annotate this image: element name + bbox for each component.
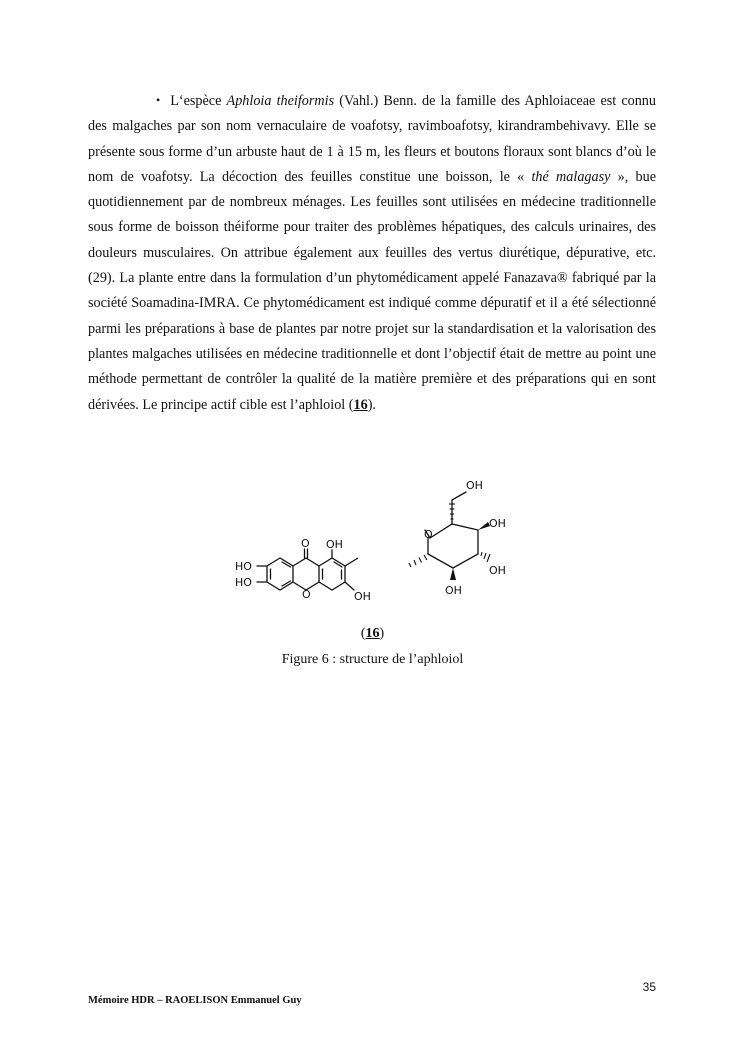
atom-label-carbonyl-o: O: [301, 537, 310, 550]
chemical-structure-drawing: [230, 472, 520, 622]
paragraph-text-part4: ).: [367, 396, 376, 413]
atom-label-sugar-o: O: [424, 528, 433, 541]
sugar-ring: [425, 524, 478, 568]
compound-label-number: 16: [365, 626, 380, 641]
atom-label-oh-c4: OH: [445, 584, 462, 597]
page-number: 35: [642, 980, 656, 994]
paragraph-text-part1: L‘espèce: [170, 93, 227, 109]
atom-label-ring-o: O: [302, 588, 311, 601]
atom-label-oh-ch2: OH: [466, 479, 483, 492]
atom-label-ho-top: HO: [235, 560, 252, 573]
hashed-bond-glycoside: [345, 555, 427, 567]
paragraph-text-part2: (Vahl.) Benn. de la famille des Aphloiaceae est connu des malgaches par son nom vernaculaire de voafotsy, ravimboafotsy, kirandrambehivavy. Elle se présente sous forme d’un arbuste haut de 1 à 15 m, les fleurs et boutons floraux sont blancs d’où le nom de voafotsy. La décoction des feuilles constitue une boisson, le «: [88, 93, 656, 185]
atom-label-oh-c2: OH: [489, 517, 506, 530]
ring-b: [293, 558, 319, 590]
wedge-bond-c4: [450, 568, 456, 580]
atom-label-oh-lower: OH: [354, 590, 371, 603]
compound-label-close: ): [379, 626, 385, 641]
figure-caption: Figure 6 : structure de l’aphloiol: [281, 652, 464, 667]
compound-reference: 16: [353, 396, 368, 413]
hashed-bond-c3: [481, 552, 490, 562]
atom-label-oh-peri: OH: [326, 538, 343, 551]
compound-label: [0, 626, 745, 642]
the-malagasy-term: thé malagasy: [531, 168, 611, 185]
paragraph-text-part3: », bue quotidiennement par de nombreux ménages. Les feuilles sont utilisées en médecine traditionnelle sous forme de boisson théiforme pour traiter des problèmes hépatiques, des calculs urinaires, des douleurs musculaires. On attribue également aux feuilles des vertus diurétique, dépurative, etc. (29). La plante entre dans la formulation d’un phytomédicament appelé Fanazava® fabriqué par la société Soamadina-IMRA. Ce phytomédicament est indiqué comme dépuratif et il a été sélectionné parmi les préparations à base de plantes par notre projet sur la standardisation et la valorisation des plantes malgaches utilisées en médecine traditionnelle et dont l’objectif était de mettre au point une méthode permettant de contrôler la qualité de la matière première et des préparations qui en sont dérivées. Le principe actif cible est l’aphloiol (: [88, 168, 656, 413]
bullet-marker: •: [156, 93, 161, 107]
species-name: Aphloia theiformis: [226, 93, 335, 109]
atom-label-ho-bottom: HO: [235, 576, 252, 589]
body-paragraph: [88, 88, 656, 418]
page-footer: Mémoire HDR – RAOELISON Emmanuel Guy: [88, 995, 302, 1006]
compound-label-open: (: [360, 626, 366, 641]
aphloiol-structure-figure: [230, 472, 520, 622]
atom-label-oh-c3: OH: [489, 564, 506, 577]
